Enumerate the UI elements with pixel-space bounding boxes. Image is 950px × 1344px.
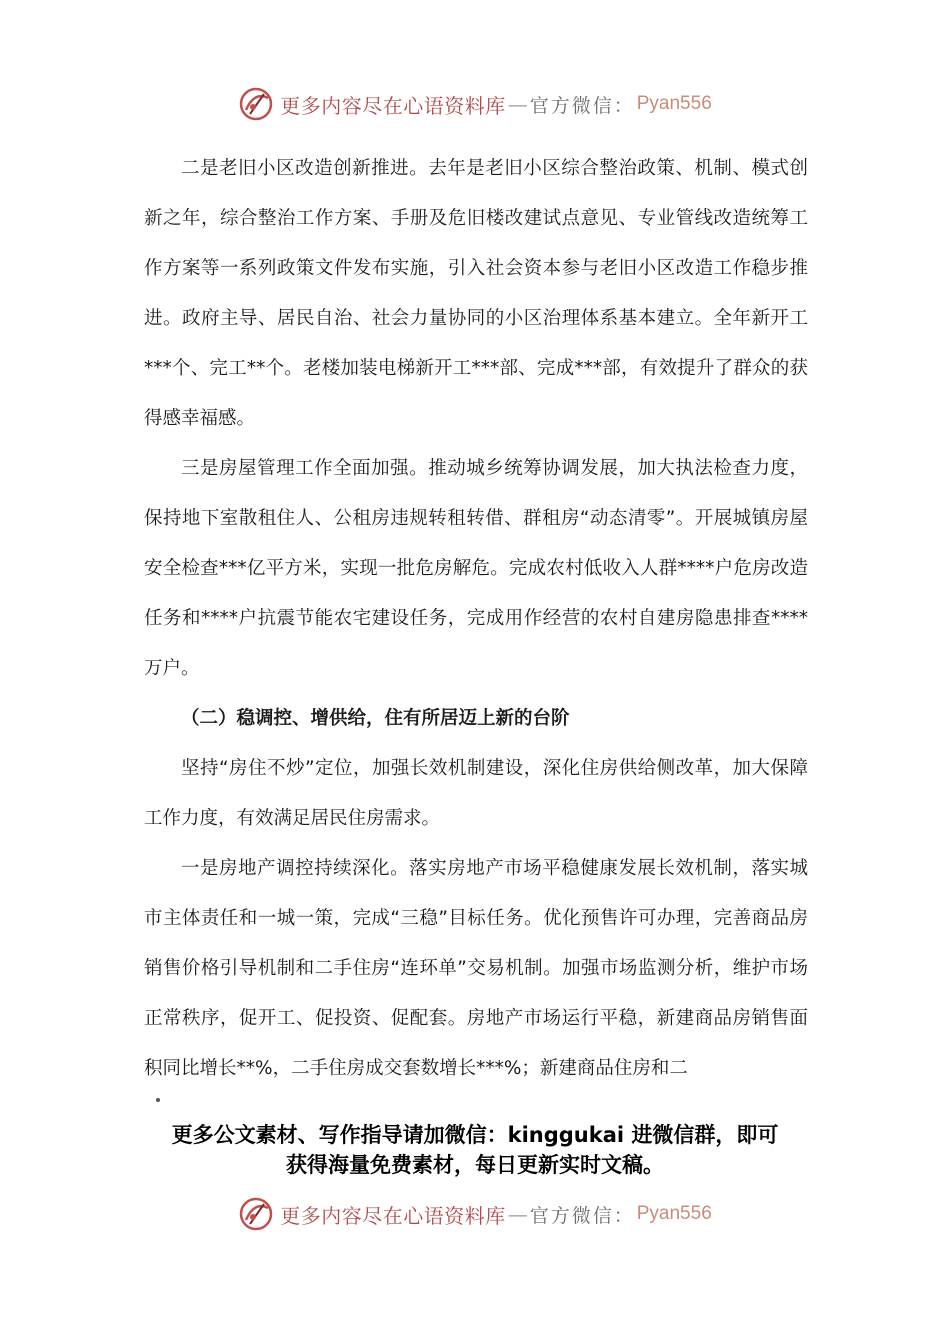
watermark-wechat-label: 官方微信： [529,1204,635,1227]
document-body [144,144,808,1094]
watermark-brand: 更多内容尽在心语资料库 [280,93,506,118]
paragraph-housing-policy: 坚持“房住不炒”定位，加强长效机制建设，深化住房供给侧改革，加大保障工作力度，有效满足居民住房需求。 [144,758,808,829]
watermark-footer [0,1194,950,1234]
watermark-wechat-id: Pyan556 [636,93,712,114]
paragraph-real-estate-regulation: 一是房地产调控持续深化。落实房地产市场平稳健康发展长效机制，落实城市主体责任和一城一策，完成“三稳”目标任务。优化预售许可办理，完善商品房销售价格引导机制和二手住房“连环单”交易机制。加强市场监测分析，维护市场正常秩序，促开工、促投资、促配套。房地产市场运行平稳，新建商品房销售面积同比增长**%，二手住房成交套数增长***%；新建商品住房和二 [144,858,808,1079]
watermark-brand: 更多内容尽在心语资料库 [280,1203,506,1228]
page-marker-icon [155,1097,161,1103]
promo-line-2: 获得海量免费素材，每日更新实时文稿。 [286,1153,664,1177]
section-heading: （二）稳调控、增供给，住有所居迈上新的台阶 [181,708,570,729]
watermark-logo-icon [238,86,274,122]
watermark-separator: — [507,1202,528,1226]
paragraph-old-community: 二是老旧小区改造创新推进。去年是老旧小区综合整治政策、机制、模式创新之年，综合整治工作方案、手册及危旧楼改建试点意见、专业管线改造统筹工作方案等一系列政策文件发布实施，引入社会资本参与老旧小区改造工作稳步推进。政府主导、居民自治、社会力量协同的小区治理体系基本建立。全年新开工***个、完工**个。老楼加装电梯新开工***部、完成***部，有效提升了群众的获得感幸福感。 [144,158,808,429]
promo-banner [130,1120,820,1180]
watermark-separator: — [507,92,528,116]
watermark-wechat-id: Pyan556 [636,1203,712,1224]
paragraph-housing-management: 三是房屋管理工作全面加强。推动城乡统筹协调发展，加大执法检查力度，保持地下室散租住人、公租房违规转租转借、群租房“动态清零”。开展城镇房屋安全检查***亿平方米，实现一批危房解危。完成农村低收入人群****户危房改造任务和****户抗震节能农宅建设任务，完成用作经营的农村自建房隐患排查****万户。 [144,458,808,679]
watermark-header [0,84,950,124]
watermark-logo-icon [238,1196,274,1232]
watermark-wechat-label: 官方微信： [529,94,635,117]
promo-line-1: 更多公文素材、写作指导请加微信：kinggukai 进微信群，即可 [171,1123,779,1147]
